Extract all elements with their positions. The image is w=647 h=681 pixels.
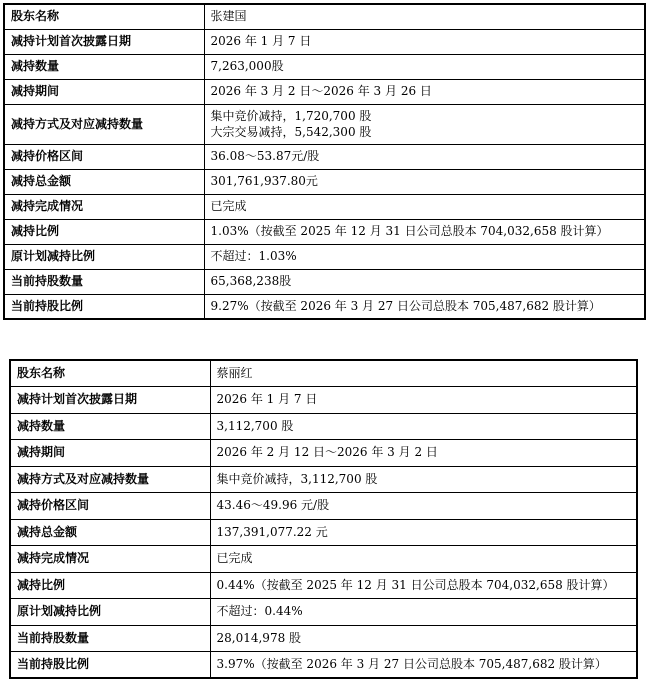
row-value: 28,014,978 股	[210, 625, 637, 652]
table-row	[10, 519, 637, 546]
row-label: 减持总金额	[4, 169, 204, 194]
table-row	[10, 599, 637, 626]
shareholder-reduction-table-1	[3, 3, 646, 320]
row-value: 2026 年 2 月 12 日～2026 年 3 月 2 日	[210, 440, 637, 467]
row-label: 减持期间	[10, 440, 210, 467]
row-value: 已完成	[204, 194, 645, 219]
row-label: 减持比例	[10, 572, 210, 599]
table-row	[10, 572, 637, 599]
row-value: 不超过：1.03%	[204, 244, 645, 269]
row-value	[204, 104, 645, 144]
table-row	[10, 440, 637, 467]
table-row	[10, 546, 637, 573]
table-row	[10, 387, 637, 414]
table-row	[4, 244, 645, 269]
row-value: 2026 年 3 月 2 日～2026 年 3 月 26 日	[204, 79, 645, 104]
row-label: 减持计划首次披露日期	[4, 29, 204, 54]
row-value: 蔡丽红	[210, 360, 637, 387]
row-value: 不超过：0.44%	[210, 599, 637, 626]
row-label: 减持总金额	[10, 519, 210, 546]
table-row	[4, 294, 645, 319]
row-value: 2026 年 1 月 7 日	[210, 387, 637, 414]
row-label: 原计划减持比例	[4, 244, 204, 269]
table-row	[4, 54, 645, 79]
row-label: 股东名称	[4, 4, 204, 29]
row-value: 9.27%（按截至 2026 年 3 月 27 日公司总股本 705,487,682 股计算）	[204, 294, 645, 319]
table-row	[10, 466, 637, 493]
row-label: 当前持股数量	[4, 269, 204, 294]
table-row	[4, 219, 645, 244]
row-value: 0.44%（按截至 2025 年 12 月 31 日公司总股本 704,032,658 股计算）	[210, 572, 637, 599]
row-value: 137,391,077.22 元	[210, 519, 637, 546]
row-label: 股东名称	[10, 360, 210, 387]
table-row	[10, 625, 637, 652]
table-row	[10, 360, 637, 387]
row-label: 原计划减持比例	[10, 599, 210, 626]
table-row	[4, 194, 645, 219]
row-value: 3.97%（按截至 2026 年 3 月 27 日公司总股本 705,487,682 股计算）	[210, 652, 637, 679]
row-value: 7,263,000股	[204, 54, 645, 79]
table-row	[4, 4, 645, 29]
row-label: 减持完成情况	[4, 194, 204, 219]
table-row	[10, 652, 637, 679]
row-label: 当前持股数量	[10, 625, 210, 652]
table-row	[4, 169, 645, 194]
row-label: 减持数量	[10, 413, 210, 440]
table-row	[4, 104, 645, 144]
row-label: 当前持股比例	[4, 294, 204, 319]
table-row	[10, 413, 637, 440]
table-row	[4, 269, 645, 294]
row-value: 43.46～49.96 元/股	[210, 493, 637, 520]
row-value: 已完成	[210, 546, 637, 573]
row-label: 当前持股比例	[10, 652, 210, 679]
row-label: 减持期间	[4, 79, 204, 104]
row-value: 张建国	[204, 4, 645, 29]
row-label: 减持比例	[4, 219, 204, 244]
row-label: 减持数量	[4, 54, 204, 79]
table-row	[4, 29, 645, 54]
row-value: 3,112,700 股	[210, 413, 637, 440]
value-line: 集中竞价减持，1,720,700 股	[210, 109, 372, 123]
row-value: 65,368,238股	[204, 269, 645, 294]
row-label: 减持方式及对应减持数量	[10, 466, 210, 493]
row-value: 301,761,937.80元	[204, 169, 645, 194]
row-label: 减持方式及对应减持数量	[4, 104, 204, 144]
table-row	[4, 79, 645, 104]
row-value: 集中竞价减持，3,112,700 股	[210, 466, 637, 493]
value-line: 大宗交易减持，5,542,300 股	[210, 125, 372, 139]
row-value: 36.08～53.87元/股	[204, 144, 645, 169]
row-value: 2026 年 1 月 7 日	[204, 29, 645, 54]
table-row	[4, 144, 645, 169]
row-label: 减持价格区间	[4, 144, 204, 169]
row-label: 减持计划首次披露日期	[10, 387, 210, 414]
table-row	[10, 493, 637, 520]
row-label: 减持价格区间	[10, 493, 210, 520]
row-label: 减持完成情况	[10, 546, 210, 573]
row-value: 1.03%（按截至 2025 年 12 月 31 日公司总股本 704,032,658 股计算）	[204, 219, 645, 244]
shareholder-reduction-table-2	[9, 359, 638, 679]
